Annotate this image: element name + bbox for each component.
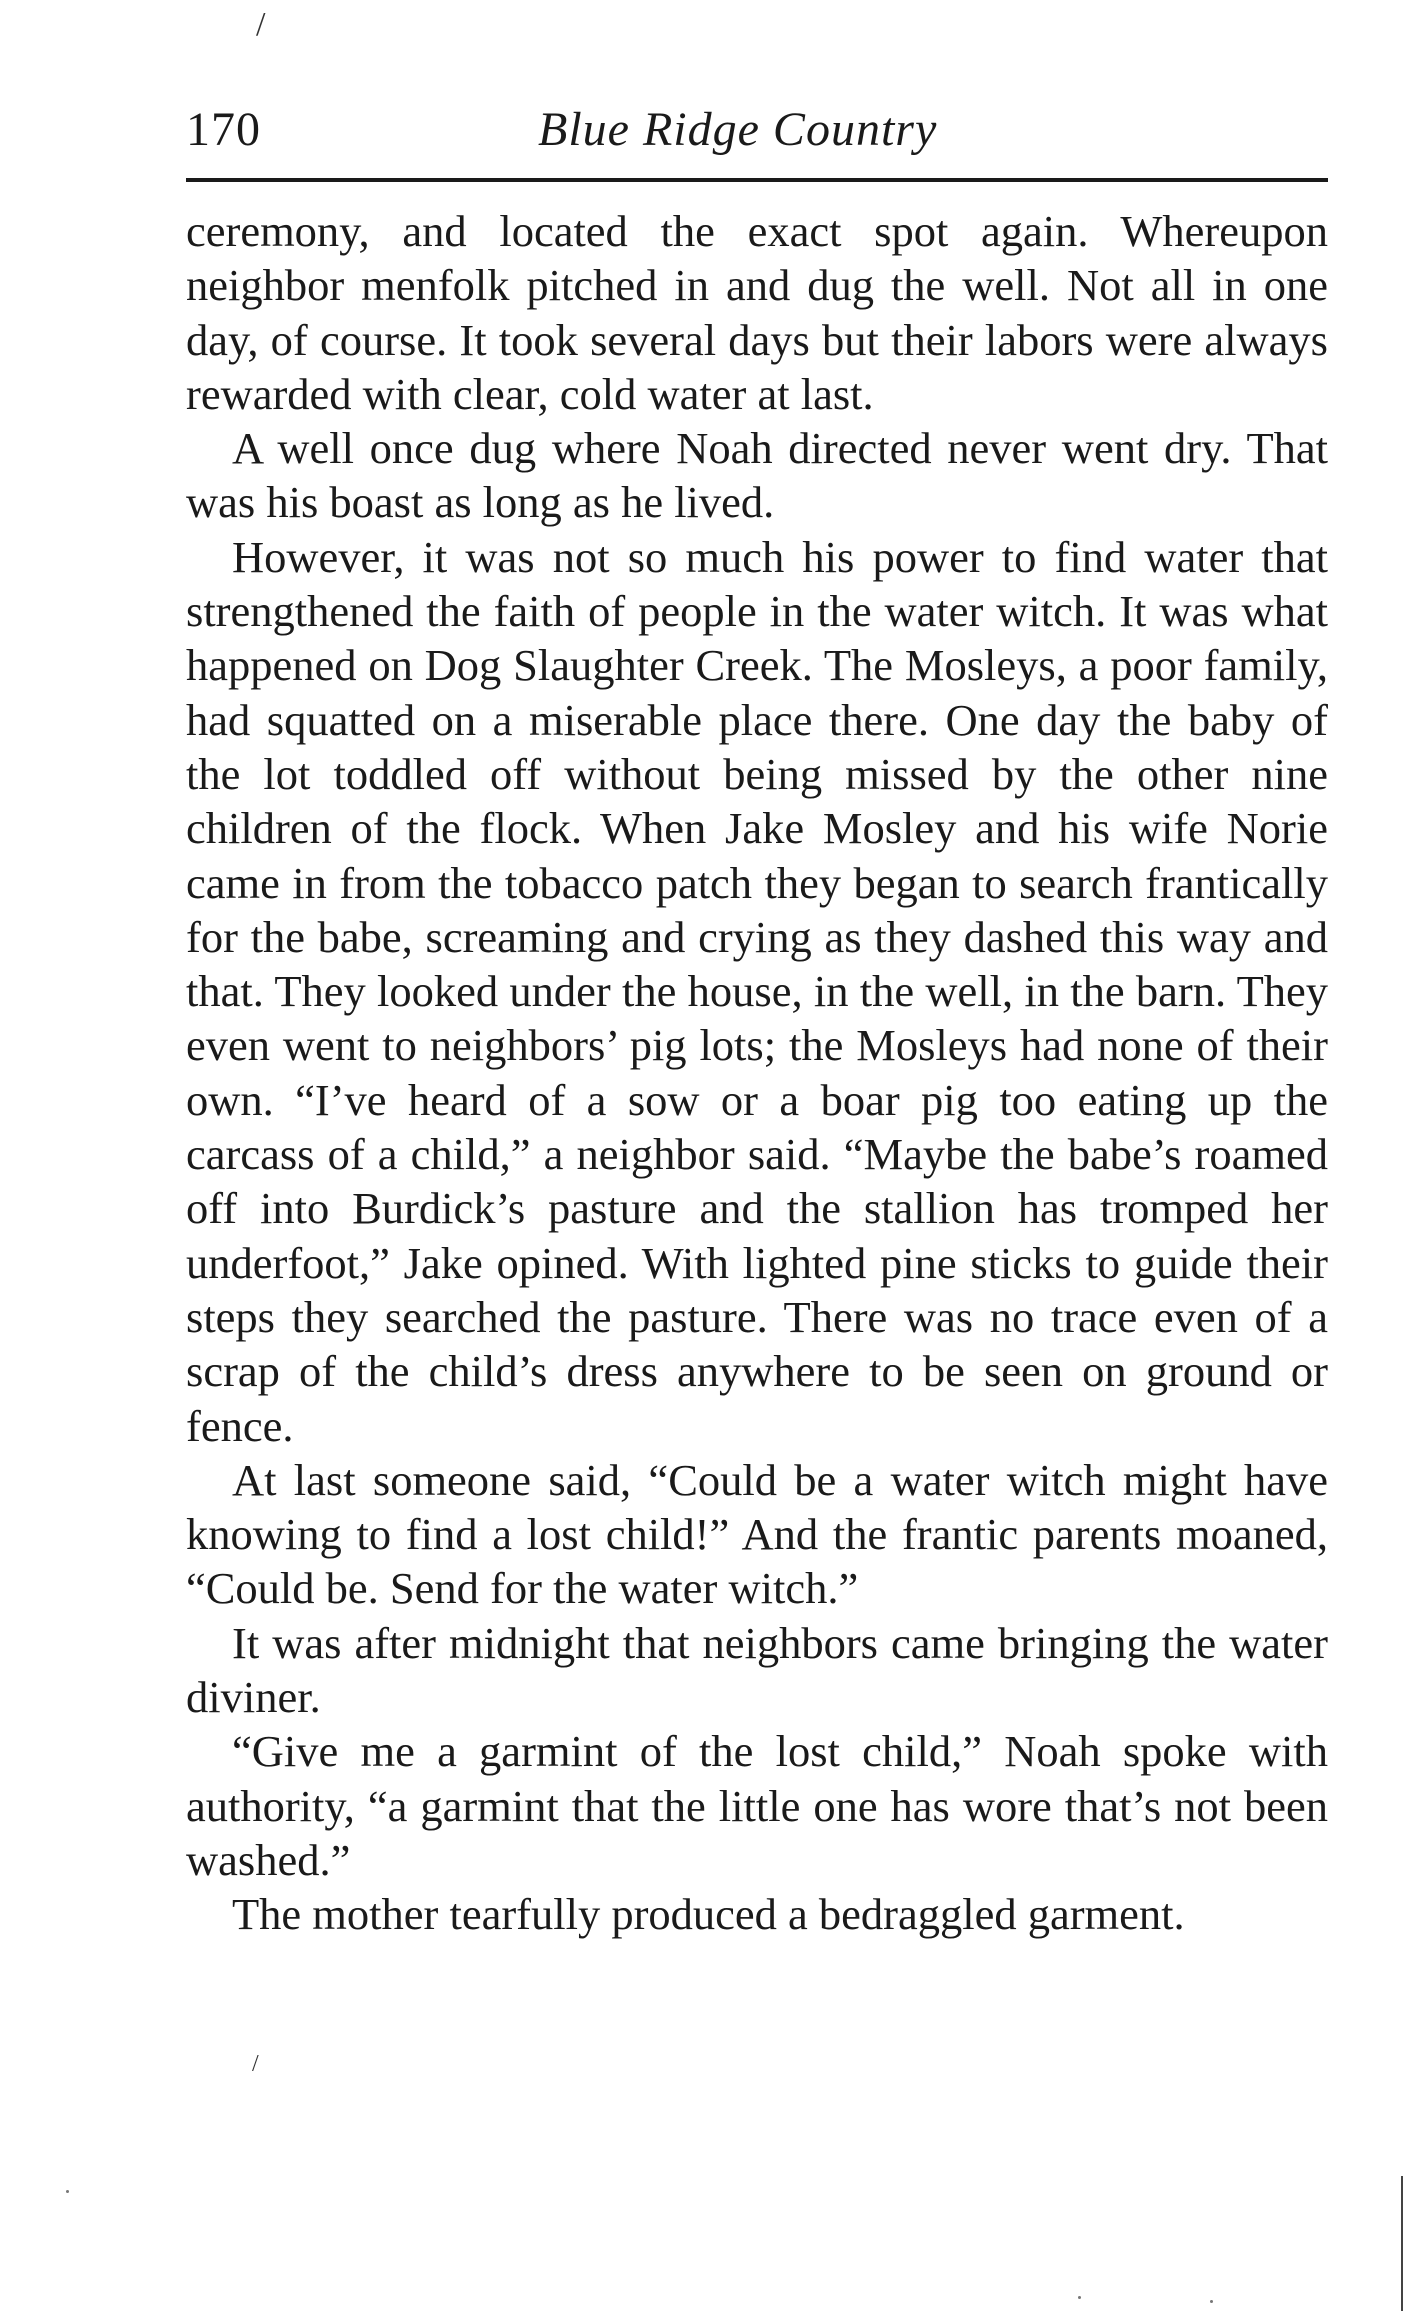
stray-ink-mark: / <box>252 2051 259 2077</box>
paragraph: It was after midnight that neighbors came bringing the water diviner. <box>186 1617 1328 1723</box>
paragraph: However, it was not so much his power to find water that strengthened the faith of people in the water witch. It was what happened on Dog Slaughter Creek. The Mosleys, a poor family, had squatted on a miserable place there. One day the baby of the lot toddled off without being missed by the other nine children of the flock. When Jake Mosley and his wife Norie came in from the tobacco patch they began to search frantically for the babe, screaming and crying as they dashed this way and that. They looked under the house, in the well, in the barn. They even went to neighbors’ pig lots; the Mosleys had none of their own. “I’ve heard of a sow or a boar pig too eating up the carcass of a child,” a neighbor said. “Maybe the babe’s roamed off into Burdick’s pasture and the stallion has tromped her underfoot,” Jake opined. With lighted pine sticks to guide their steps they searched the pasture. There was no trace even of a scrap of the child’s dress anywhere to be seen on ground or fence. <box>186 531 1328 1451</box>
page-body <box>186 204 1328 1942</box>
stray-ink-mark: / <box>256 6 266 43</box>
paragraph: ceremony, and located the exact spot again. Whereupon neighbor menfolk pitched in and dug the well. Not all in one day, of course. It took several days but their labors were always rewarded with clear, cold water at last. <box>186 206 1328 419</box>
page-number: 170 <box>186 103 261 156</box>
paragraph: A well once dug where Noah directed never went dry. That was his boast as long as he lived. <box>186 423 1328 528</box>
paragraph: At last someone said, “Could be a water witch might have knowing to find a lost child!” And the frantic parents moaned, “Could be. Send for the water witch.” <box>186 1454 1328 1614</box>
scan-speck <box>1210 2300 1213 2303</box>
scan-edge-line <box>1401 2176 1403 2311</box>
scan-speck <box>66 2190 69 2193</box>
paragraph: The mother tearfully produced a bedraggled garment. <box>232 1889 1185 1940</box>
paragraph: “Give me a garmint of the lost child,” Noah spoke with authority, “a garmint that the little one has wore that’s not been washed.” <box>186 1726 1328 1885</box>
header-rule <box>186 178 1328 182</box>
scan-speck <box>1078 2296 1081 2299</box>
running-head-title: Blue Ridge Country <box>538 103 938 156</box>
